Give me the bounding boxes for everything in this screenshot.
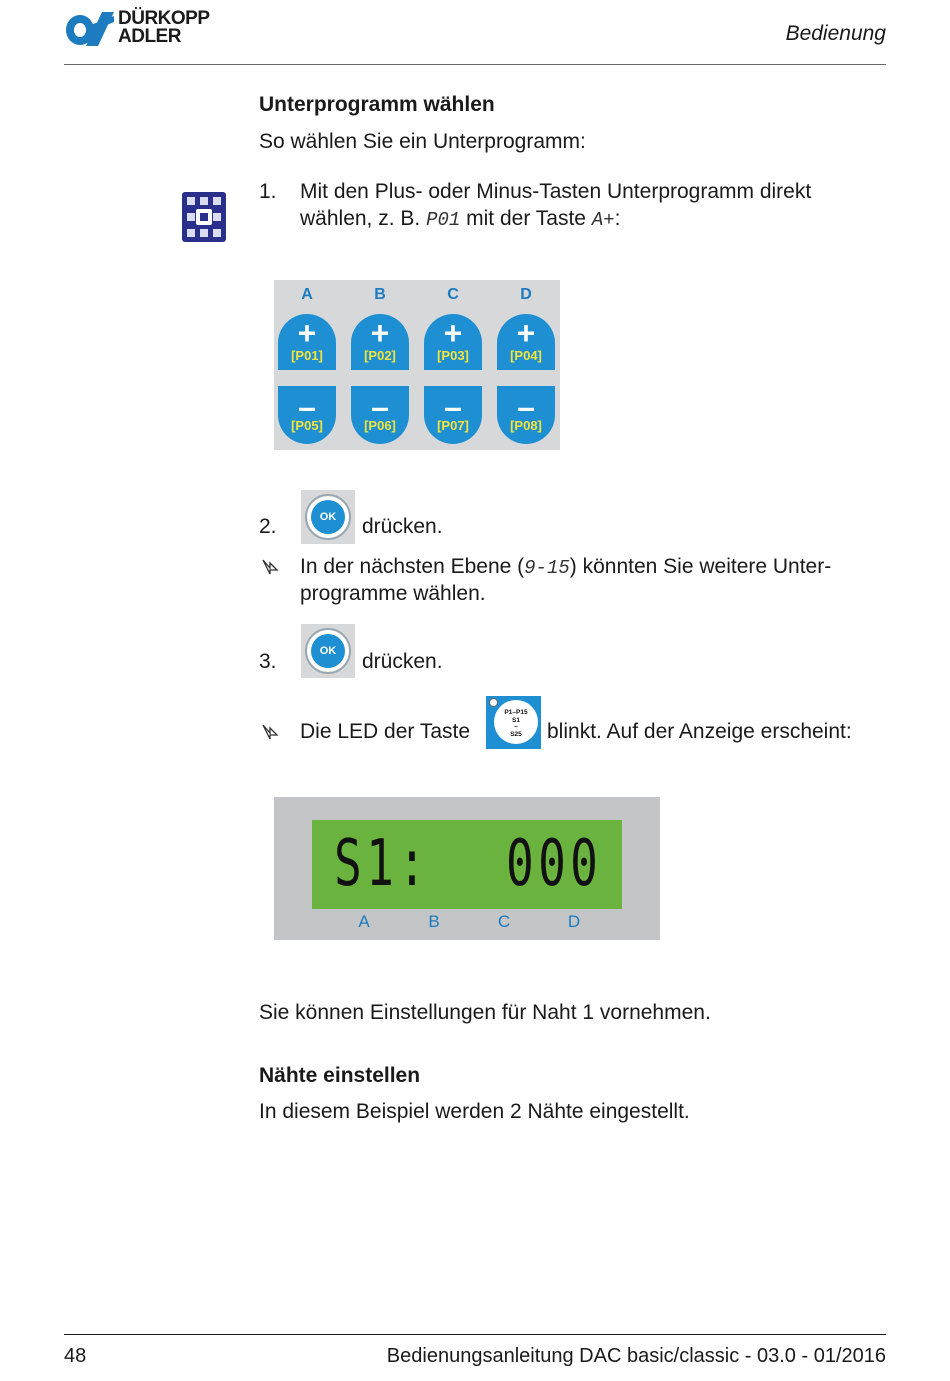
- ok-key-label: OK: [311, 634, 345, 668]
- seams-text: In diesem Beispiel werden 2 Nähte eingestellt.: [259, 1100, 690, 1123]
- key-a-plus[interactable]: + [P01]: [278, 314, 336, 370]
- company-logo: [64, 8, 234, 50]
- code-9-15: 9-15: [524, 557, 570, 579]
- step-3-text: drücken.: [362, 650, 443, 673]
- result-arrow-icon: [261, 558, 279, 576]
- result-2-post: blinkt. Auf der Anzeige erscheint:: [547, 720, 852, 743]
- page-number: 48: [64, 1345, 87, 1367]
- result-arrow-icon: [261, 723, 279, 741]
- ok-key-label: OK: [311, 500, 345, 534]
- step-2-number: 2.: [259, 515, 277, 538]
- key-b-minus[interactable]: – [P06]: [351, 386, 409, 444]
- key-d-plus[interactable]: + [P04]: [497, 314, 555, 370]
- section-heading-seams: Nähte einstellen: [259, 1064, 421, 1087]
- section-heading-subprogram: Unterprogramm wählen: [259, 93, 495, 116]
- led-indicator-icon: [489, 698, 498, 707]
- after-display-text: Sie können Einstellungen für Naht 1 vornehmen.: [259, 1001, 711, 1024]
- step-2-text: drücken.: [362, 515, 443, 538]
- header-divider: [64, 64, 886, 65]
- result-1-line-1: In der nächsten Ebene (9-15) könnten Sie weitere Unter-: [300, 555, 832, 579]
- ok-key[interactable]: [301, 624, 355, 678]
- step-1-number: 1.: [259, 180, 277, 203]
- header-section-title: Bedienung: [785, 22, 886, 45]
- ok-key[interactable]: [301, 490, 355, 544]
- key-d-minus[interactable]: – [P08]: [497, 386, 555, 444]
- seam-program-key[interactable]: [486, 696, 541, 749]
- logo-text: DÜRKOPP ADLER: [118, 8, 210, 47]
- keypad-column-letter: C: [447, 286, 459, 303]
- intro-text: So wählen Sie ein Unterprogramm:: [259, 130, 586, 153]
- code-a-plus: A+: [591, 209, 615, 231]
- step-1-line-1: Mit den Plus- oder Minus-Tasten Unterprogramm direkt: [300, 180, 812, 203]
- result-2-pre: Die LED der Taste: [300, 720, 471, 743]
- code-p01: P01: [426, 209, 461, 231]
- lcd-value: 000: [506, 827, 603, 901]
- keypad-column-letter: A: [301, 286, 313, 303]
- document-title: Bedienungsanleitung DAC basic/classic - 03.0 - 01/2016: [386, 1345, 886, 1367]
- control-panel-display: [274, 797, 660, 940]
- display-letter: A: [358, 912, 370, 931]
- keypad-column-letter: D: [520, 286, 532, 303]
- logo-mark-icon: [64, 8, 116, 48]
- seam-key-label: S25: [510, 731, 522, 738]
- display-letter: D: [567, 912, 581, 931]
- key-a-minus[interactable]: – [P05]: [278, 386, 336, 444]
- seam-key-label: S1: [512, 717, 520, 724]
- plus-minus-keypad: [274, 280, 560, 450]
- lcd-seam-label: S1:: [334, 827, 431, 901]
- keypad-column-letter: B: [374, 286, 386, 303]
- display-letter: C: [497, 912, 511, 931]
- result-1-line-2: programme wählen.: [300, 582, 486, 605]
- display-letter: B: [428, 912, 440, 931]
- step-1-line-2: wählen, z. B. P01 mit der Taste A+:: [300, 207, 621, 231]
- footer-divider: [64, 1334, 886, 1335]
- key-b-plus[interactable]: + [P02]: [351, 314, 409, 370]
- key-c-minus[interactable]: – [P07]: [424, 386, 482, 444]
- lcd-screen: [312, 820, 622, 909]
- seam-key-label: ~: [514, 724, 518, 731]
- step-3-number: 3.: [259, 650, 277, 673]
- key-c-plus[interactable]: + [P03]: [424, 314, 482, 370]
- program-selection-icon: [182, 192, 226, 242]
- seam-key-label: P1–P15: [504, 709, 528, 716]
